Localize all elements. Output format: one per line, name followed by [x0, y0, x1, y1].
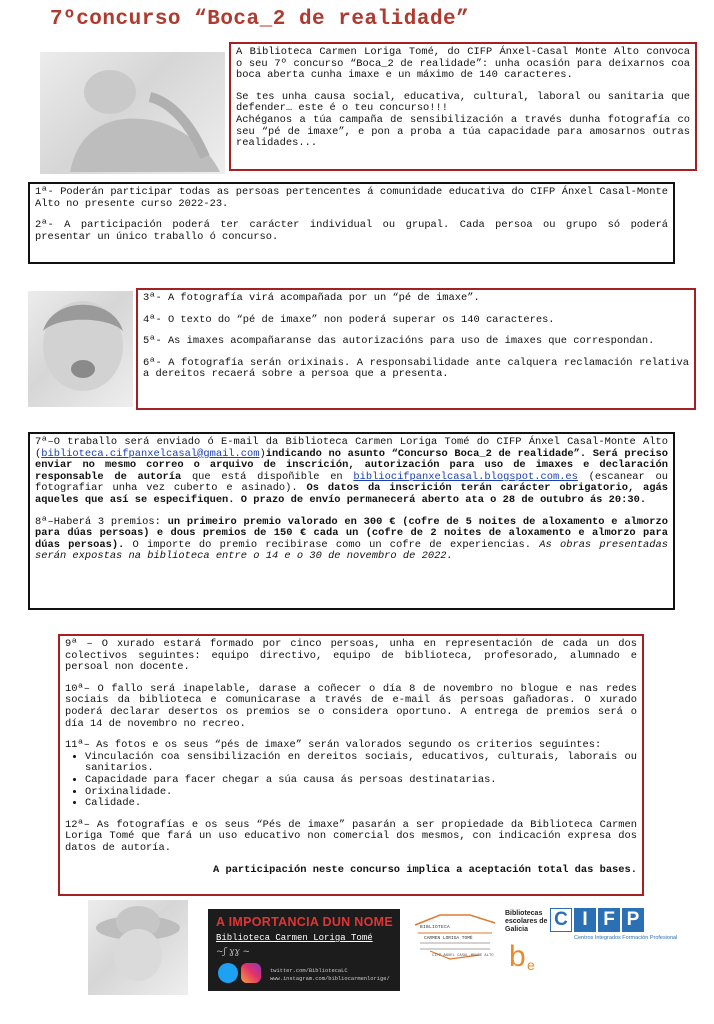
rule-5: 5ª- As imaxes acompañaranse das autorizacións para uso de imaxes que correspondan. — [143, 335, 655, 348]
rule-9: 9ª – O xurado estará formado por cinco persoas, unha en representación de cada un dos colectivos seguintes: equipo directivo, equipo de biblioteca, profesorado, alumnado e persoal non docente. — [65, 638, 637, 674]
be-logo-icon — [505, 934, 551, 974]
intro-cause: Se tes unha causa social, educativa, cultural, laboral ou sanitaria que defender… este é o teu concurso!!! — [236, 90, 690, 115]
blog-link[interactable]: bibliocifpanxelcasal.blogspot.com.es — [353, 470, 578, 483]
criteria-item: • Vinculación coa sensibilización en dereitos sociais, educativos, culturais, laborais ou sanitarios. — [85, 752, 637, 775]
rule-2: 2ª- A participación poderá ter carácter individual ou grupal. Cada persoa ou grupo só poderá presentar un único traballo ó concurso. — [35, 219, 668, 243]
criteria-list — [65, 752, 637, 810]
twitter-link[interactable]: twitter.com/BibliotecaLC — [270, 968, 348, 974]
twitter-icon[interactable] — [218, 963, 238, 983]
signature-icon: ~ʃ ɣɣ ~ — [216, 947, 251, 957]
rule-3: 3ª- A fotografía virá acompañada por un “pé de imaxe”. — [143, 292, 480, 304]
hat-child-photo — [88, 900, 188, 995]
bibliotecas-escolares-logo: Bibliotecas escolares de Galicia b e — [505, 910, 551, 990]
rule-4: 4ª- O texto do “pé de imaxe” non poderá superar os 140 caracteres. — [143, 313, 555, 326]
child-photo-icon — [40, 52, 225, 174]
rule-8: 8ª–Haberá 3 premios: un primeiro premio valorado en 300 € (cofre de 5 noites de aloxamento e almorzo para dúas persoas) e dous premios de 150 € cada un (cofre de 2 noites de aloxamento e almorzo para dúas persoas). O importe do premio recibirase como un cofre de experiencias. As obras presentadas serán expostas na biblioteca entre o 14 e o 30 de novembro de 2022. — [35, 515, 668, 563]
rules-box-4 — [58, 634, 644, 896]
criteria-item: • Calidade. — [85, 798, 637, 810]
library-logo: BIBLIOTECA CARMEN LORIGA TOMÉ CIFP ÁNXEL CASAL-MONTE ALTO — [410, 913, 500, 963]
importancia-banner — [208, 909, 400, 991]
child-face-icon — [28, 291, 133, 407]
rules-box-1 — [28, 182, 675, 264]
banner-title: A IMPORTANCIA DUN NOME — [216, 915, 393, 929]
intro-box — [229, 42, 697, 171]
criteria-item: • Orixinalidade. — [85, 787, 637, 799]
page-title: 7ºconcurso “Boca_2 de realidade” — [50, 8, 470, 31]
crying-child-photo — [28, 291, 133, 407]
intro-photo — [40, 52, 225, 174]
rule-1: 1ª- Poderán participar todas as persoas pertencentes á comunidade educativa do CIFP Ánxel Casal-Monte Alto no presente curso 2022-23. — [35, 186, 668, 210]
svg-text:e: e — [527, 957, 535, 973]
rule-12: 12ª– As fotografías e os seus “Pés de imaxe” pasarán a ser propiedade da Biblioteca Carmen Loriga Tomé que fará un uso educativo non comercial dos mesmos, con indicación expresa dos datos de autoría. — [65, 818, 637, 854]
rules-box-2 — [136, 288, 696, 410]
banner-subtitle: Biblioteca Carmen Loriga Tomé — [216, 933, 373, 943]
criteria-item: • Capacidade para facer chegar a súa causa ás persoas destinatarias. — [85, 775, 637, 787]
intro-invite: Achéganos a túa campaña de sensibilización a través dunha fotografía co seu “pé de imaxe”, e pon a proba a túa capacidade para amosarnos outras realidades... — [236, 113, 690, 150]
instagram-icon[interactable] — [241, 963, 261, 983]
rule-6: 6ª- A fotografía serán orixinais. A responsabilidade ante calquera reclamación relativa a dereitos recaerá sobre a persoa que a presenta. — [143, 356, 689, 381]
intro-paragraph: A Biblioteca Carmen Loriga Tomé, do CIFP Ánxel-Casal Monte Alto convoca o seu 7º concurso “Boca_2 de realidade”: unha ocasión para deixarnos coa boca aberta cunha imaxe e un máximo de 140 caracteres. — [236, 46, 690, 82]
rules-box-3 — [28, 432, 675, 610]
hat-child-icon — [88, 900, 188, 995]
rule-11: 11ª– As fotos e os seus “pés de imaxe” serán valorados segundo os criterios seguintes: — [65, 739, 602, 752]
email-link[interactable]: biblioteca.cifpanxelcasal@gmail.com — [41, 447, 260, 460]
cifp-logo: C I F P Centros Integrados Formación Profesional — [550, 908, 650, 956]
instagram-link[interactable]: www.instagram.com/bibliocarmenlorige/ — [270, 976, 390, 982]
svg-text:b: b — [509, 940, 526, 973]
rule-7: 7ª–O traballo será enviado ó E-mail da Biblioteca Carmen Loriga Tomé do CIFP Ánxel Casal-Monte Alto (biblioteca.cifpanxelcasal@gmail.com)indicando no asunto “Concurso Boca_2 de realidade”. Será preciso enviar no mesmo correo o arquivo de inscrición, autorización para uso de imaxes e declaración responsable de autoría que está dispoñible en bibliocifpanxelcasal.blogspot.com.es (escanear ou fotografiar unha vez cuberto e asinado). Os datos da inscrición terán carácter obrigatorio, agás aqueles que así se especifiquen. O prazo de envío permanecerá aberto ata o 28 de outubro ás 20:30. — [35, 436, 668, 506]
acceptance-note: A participación neste concurso implica a aceptación total das bases. — [212, 863, 637, 876]
rule-10: 10ª– O fallo será inapelable, darase a coñecer o día 8 de novembro no blogue e nas redes sociais da biblioteca e comunicarase a través de e-mail ás persoas gañadoras. O xurado poderá declarar desertos os premios se o considera oportuno. A entrega de premios será o día 14 de novembro no recreo. — [65, 682, 637, 730]
